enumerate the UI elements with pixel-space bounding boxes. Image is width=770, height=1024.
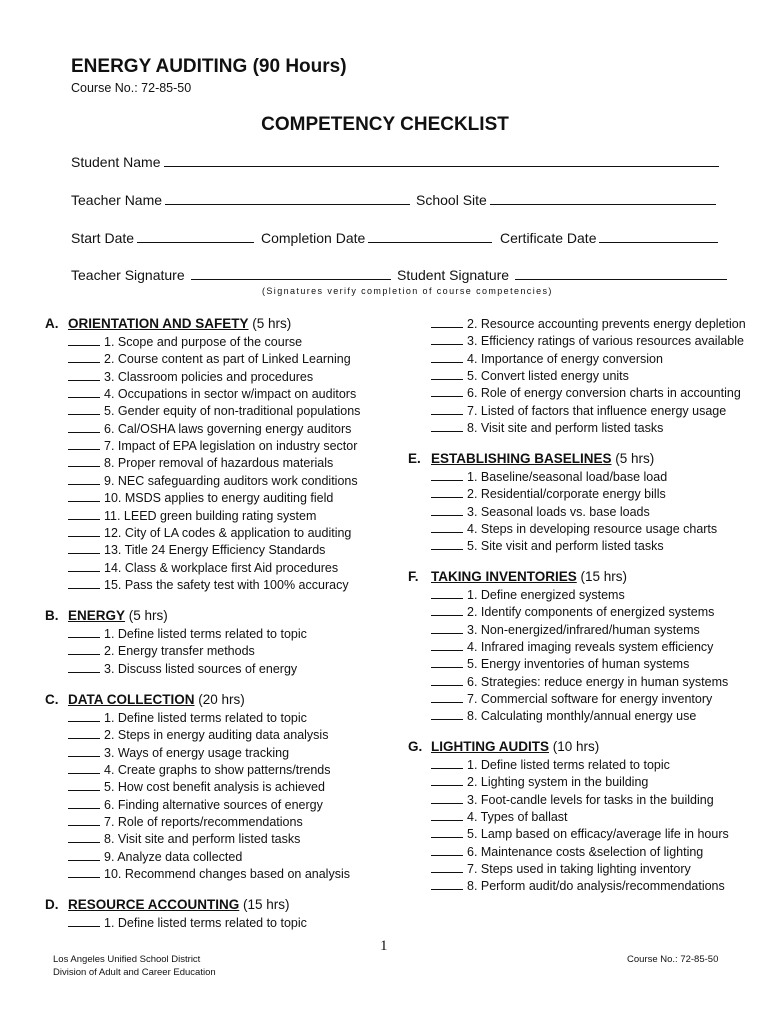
checkbox-blank[interactable]	[68, 849, 100, 861]
checkbox-blank[interactable]	[68, 577, 100, 589]
checklist-item[interactable]	[68, 455, 333, 470]
checkbox-blank[interactable]	[431, 792, 463, 804]
item-label: 7. Role of reports/recommendations	[104, 815, 303, 830]
checklist-item[interactable]	[68, 643, 255, 658]
checkbox-blank[interactable]	[431, 538, 463, 550]
section-hours: (15 hrs)	[243, 897, 290, 912]
checklist-item[interactable]	[431, 368, 629, 383]
checklist-item[interactable]	[68, 779, 325, 794]
checklist-item[interactable]	[68, 386, 356, 401]
student-name-label: Student Name	[71, 154, 161, 170]
checklist-item[interactable]	[68, 508, 316, 523]
item-label: 10. MSDS applies to energy auditing field	[104, 491, 334, 506]
section-name: LIGHTING AUDITS	[431, 739, 549, 754]
checkbox-blank[interactable]	[68, 727, 100, 739]
item-label: 1. Define listed terms related to topic	[104, 627, 307, 641]
item-label: 4. Types of ballast	[467, 810, 568, 825]
checklist-item[interactable]	[68, 438, 357, 453]
checkbox-blank[interactable]	[68, 831, 100, 843]
item-label: 4. Steps in developing resource usage charts	[467, 522, 718, 537]
section-heading-e	[408, 451, 654, 466]
section-letter: C.	[45, 692, 59, 707]
checkbox-blank[interactable]	[431, 757, 463, 769]
checklist-item[interactable]	[68, 814, 303, 829]
checklist-item[interactable]	[431, 486, 666, 501]
checkbox-blank[interactable]	[68, 473, 100, 485]
checklist-item[interactable]	[431, 622, 700, 637]
checkbox-blank[interactable]	[68, 643, 100, 655]
item-label: 5. Lamp based on efficacy/average life in hours	[467, 827, 729, 842]
checkbox-blank[interactable]	[68, 508, 100, 520]
item-label: 8. Calculating monthly/annual energy use	[467, 709, 697, 724]
section-hours: (5 hrs)	[252, 316, 292, 331]
checklist-item[interactable]	[68, 542, 325, 557]
completion-date-label: Completion Date	[261, 230, 366, 246]
section-heading-a	[45, 316, 291, 331]
checklist-item[interactable]	[68, 762, 331, 777]
checklist-item[interactable]	[68, 710, 307, 725]
section-name: DATA COLLECTION	[68, 692, 195, 707]
item-label: 2. Course content as part of Linked Learning	[104, 352, 351, 367]
item-label: 9. Analyze data collected	[104, 849, 243, 864]
checklist-item[interactable]	[431, 691, 712, 706]
item-label: 1. Define energized systems	[467, 588, 625, 602]
checkbox-blank[interactable]	[431, 385, 463, 397]
checkbox-blank[interactable]	[68, 745, 100, 757]
checkbox-blank[interactable]	[431, 656, 463, 668]
section-heading-g	[408, 739, 599, 754]
item-label: 1. Baseline/seasonal load/base load	[467, 470, 668, 484]
checkbox-blank[interactable]	[431, 708, 463, 720]
checkbox-blank[interactable]	[431, 351, 463, 363]
checklist-item[interactable]	[68, 797, 323, 812]
checklist-item[interactable]	[431, 674, 728, 689]
checkbox-blank[interactable]	[68, 334, 100, 346]
checkbox-blank[interactable]	[68, 421, 100, 433]
item-label: 7. Listed of factors that influence energy usage	[467, 403, 727, 418]
item-label: 7. Commercial software for energy inventory	[467, 692, 713, 707]
start-date-label: Start Date	[71, 230, 135, 246]
teacher-name-label: Teacher Name	[71, 192, 163, 208]
section-letter: G.	[408, 739, 423, 754]
section-hours: (5 hrs)	[128, 608, 168, 623]
checkbox-blank[interactable]	[68, 915, 100, 927]
checkbox-blank[interactable]	[68, 490, 100, 502]
section-name: ESTABLISHING BASELINES	[431, 451, 612, 466]
checkbox-blank[interactable]	[68, 351, 100, 363]
teacher-signature-label: Teacher Signature	[71, 267, 185, 283]
checkbox-blank[interactable]	[431, 333, 463, 345]
checklist-item[interactable]	[431, 639, 713, 654]
item-label: 4. Occupations in sector w/impact on auditors	[104, 387, 357, 402]
checklist-item[interactable]	[431, 809, 568, 824]
checkbox-blank[interactable]	[68, 403, 100, 415]
item-label: 1. Define listed terms related to topic	[467, 758, 670, 772]
section-name: RESOURCE ACCOUNTING	[68, 897, 240, 912]
checklist-item[interactable]	[68, 626, 307, 641]
item-label: 5. Site visit and perform listed tasks	[467, 539, 664, 554]
section-letter: B.	[45, 608, 59, 623]
item-label: 3. Seasonal loads vs. base loads	[467, 504, 650, 519]
section-name: ENERGY	[68, 608, 126, 623]
checkbox-blank[interactable]	[68, 866, 100, 878]
checkbox-blank[interactable]	[431, 639, 463, 651]
checklist-item[interactable]	[68, 849, 242, 864]
checkbox-blank[interactable]	[68, 386, 100, 398]
item-label: 13. Title 24 Energy Efficiency Standards	[104, 543, 326, 558]
checkbox-blank[interactable]	[431, 691, 463, 703]
item-label: 3. Efficiency ratings of various resources available	[467, 334, 744, 349]
certificate-date-field[interactable]	[500, 229, 718, 246]
checklist-item[interactable]	[431, 403, 726, 418]
student-signature-line	[515, 266, 727, 280]
checklist-item[interactable]	[431, 708, 696, 723]
school-site-field[interactable]	[416, 191, 716, 208]
item-label: 11. LEED green building rating system	[104, 508, 317, 523]
item-label: 3. Ways of energy usage tracking	[104, 745, 290, 760]
section-heading-d	[45, 897, 290, 912]
item-label: 12. City of LA codes & application to auditing	[104, 525, 352, 540]
checkbox-blank[interactable]	[431, 469, 463, 481]
section-heading-f	[408, 569, 627, 584]
checklist-item[interactable]	[68, 369, 313, 384]
section-hours: (5 hrs)	[615, 451, 655, 466]
course-number: Course No.: 72-85-50	[71, 81, 192, 95]
checklist-item[interactable]	[68, 351, 351, 366]
item-label: 15. Pass the safety test with 100% accuracy	[104, 577, 349, 592]
item-label: 8. Proper removal of hazardous materials	[104, 456, 334, 471]
checkbox-blank[interactable]	[68, 814, 100, 826]
checklist-item[interactable]	[431, 844, 703, 859]
checkbox-blank[interactable]	[68, 779, 100, 791]
checklist-heading: COMPETENCY CHECKLIST	[261, 114, 509, 135]
item-label: 4. Importance of energy conversion	[467, 351, 663, 366]
item-label: 6. Cal/OSHA laws governing energy auditors	[104, 421, 352, 436]
student-name-line	[164, 153, 719, 167]
student-signature-label: Student Signature	[397, 267, 510, 283]
item-label: 6. Strategies: reduce energy in human systems	[467, 674, 729, 689]
item-label: 1. Scope and purpose of the course	[104, 335, 303, 349]
checkbox-blank[interactable]	[431, 809, 463, 821]
teacher-name-line	[165, 191, 410, 205]
item-label: 14. Class & workplace first Aid procedures	[104, 560, 339, 575]
checklist-item[interactable]	[431, 504, 650, 519]
signature-note: (Signatures verify completion of course competencies)	[262, 286, 553, 296]
item-label: 4. Infrared imaging reveals system efficiency	[467, 640, 714, 655]
checkbox-blank[interactable]	[431, 861, 463, 873]
checklist-item[interactable]	[68, 403, 360, 418]
checklist-item[interactable]	[431, 757, 670, 772]
checklist-item[interactable]	[431, 826, 729, 841]
item-label: 3. Classroom policies and procedures	[104, 369, 314, 384]
checkbox-blank[interactable]	[431, 622, 463, 634]
start-date-line	[137, 229, 254, 243]
checklist-item[interactable]	[431, 316, 746, 331]
teacher-signature-line	[191, 266, 391, 280]
checkbox-blank[interactable]	[431, 420, 463, 432]
item-label: 7. Impact of EPA legislation on industry sector	[104, 439, 358, 454]
checklist-item[interactable]	[431, 420, 663, 435]
item-label: 8. Visit site and perform listed tasks	[467, 421, 664, 436]
checkbox-blank[interactable]	[431, 504, 463, 516]
student-signature-field[interactable]	[397, 266, 727, 283]
item-label: 5. Convert listed energy units	[467, 369, 629, 384]
item-label: 2. Residential/corporate energy bills	[467, 487, 666, 502]
section-letter: E.	[408, 451, 421, 466]
checklist-item[interactable]	[68, 490, 333, 505]
checkbox-blank[interactable]	[431, 604, 463, 616]
item-label: 5. How cost benefit analysis is achieved	[104, 780, 325, 795]
section-name: TAKING INVENTORIES	[431, 569, 577, 584]
checklist-item[interactable]	[68, 727, 328, 742]
item-label: 7. Steps used in taking lighting inventory	[467, 862, 691, 877]
section-hours: (20 hrs)	[198, 692, 245, 707]
checklist-item[interactable]	[431, 521, 717, 536]
checklist-item[interactable]	[431, 774, 648, 789]
checklist-item[interactable]	[431, 469, 667, 484]
item-label: 9. NEC safeguarding auditors work conditions	[104, 473, 358, 488]
checklist-item[interactable]	[431, 538, 664, 553]
section-heading-b	[45, 608, 168, 623]
school-site-label: School Site	[416, 192, 487, 208]
item-label: 5. Gender equity of non-traditional populations	[104, 404, 361, 419]
checkbox-blank[interactable]	[431, 521, 463, 533]
checkbox-blank[interactable]	[68, 438, 100, 450]
checklist-item[interactable]	[68, 577, 349, 592]
checkbox-blank[interactable]	[431, 368, 463, 380]
checklist-item[interactable]	[431, 878, 725, 893]
checklist-item[interactable]	[68, 831, 300, 846]
section-letter: D.	[45, 897, 59, 912]
checklist-item[interactable]	[431, 656, 689, 671]
item-label: 8. Visit site and perform listed tasks	[104, 832, 301, 847]
item-label: 1. Define listed terms related to topic	[104, 916, 307, 930]
checklist-item[interactable]	[68, 421, 351, 436]
checklist-item[interactable]	[68, 525, 351, 540]
checkbox-blank[interactable]	[68, 661, 100, 673]
checklist-item[interactable]	[431, 587, 625, 602]
checklist-item[interactable]	[68, 560, 338, 575]
checklist-item[interactable]	[431, 861, 691, 876]
checklist-item[interactable]	[68, 661, 297, 676]
item-label: 2. Identify components of energized systems	[467, 605, 715, 620]
item-label: 1. Define listed terms related to topic	[104, 711, 307, 725]
footer-division: Division of Adult and Career Education	[53, 967, 216, 978]
completion-date-field[interactable]	[261, 229, 492, 246]
checklist-item[interactable]	[431, 792, 714, 807]
item-label: 2. Steps in energy auditing data analysis	[104, 728, 329, 743]
section-heading-c	[45, 692, 245, 707]
item-label: 3. Discuss listed sources of energy	[104, 661, 298, 676]
section-name: ORIENTATION AND SAFETY	[68, 316, 249, 331]
checkbox-blank[interactable]	[431, 878, 463, 890]
item-label: 3. Foot-candle levels for tasks in the building	[467, 792, 714, 807]
section-letter: A.	[45, 316, 59, 331]
start-date-field[interactable]	[71, 229, 254, 246]
checklist-item[interactable]	[68, 473, 358, 488]
checkbox-blank[interactable]	[431, 486, 463, 498]
checklist-item[interactable]	[431, 385, 741, 400]
document-title: ENERGY AUDITING (90 Hours)	[71, 56, 347, 77]
certificate-date-label: Certificate Date	[500, 230, 597, 246]
footer-district: Los Angeles Unified School District	[53, 954, 201, 965]
item-label: 3. Non-energized/infrared/human systems	[467, 622, 700, 637]
checkbox-blank[interactable]	[68, 369, 100, 381]
checkbox-blank[interactable]	[68, 455, 100, 467]
checkbox-blank[interactable]	[431, 774, 463, 786]
page-number: 1	[380, 938, 388, 954]
item-label: 5. Energy inventories of human systems	[467, 657, 690, 672]
section-hours: (15 hrs)	[580, 569, 628, 584]
checkbox-blank[interactable]	[68, 525, 100, 537]
checklist-item[interactable]	[68, 745, 289, 760]
school-site-line	[490, 191, 716, 205]
section-letter: F.	[408, 569, 419, 584]
checkbox-blank[interactable]	[68, 560, 100, 572]
checkbox-blank[interactable]	[68, 542, 100, 554]
checkbox-blank[interactable]	[68, 710, 100, 722]
checklist-item[interactable]	[431, 604, 714, 619]
item-label: 6. Finding alternative sources of energy	[104, 797, 323, 812]
checkbox-blank[interactable]	[431, 826, 463, 838]
checkbox-blank[interactable]	[68, 626, 100, 638]
item-label: 2. Energy transfer methods	[104, 644, 255, 659]
item-label: 2. Resource accounting prevents energy depletion	[467, 317, 746, 331]
item-label: 4. Create graphs to show patterns/trends	[104, 763, 331, 778]
teacher-signature-field[interactable]	[71, 266, 391, 283]
item-label: 8. Perform audit/do analysis/recommendations	[467, 879, 725, 894]
teacher-name-field[interactable]	[71, 191, 410, 208]
checkbox-blank[interactable]	[68, 762, 100, 774]
section-hours: (10 hrs)	[552, 739, 600, 754]
checkbox-blank[interactable]	[431, 674, 463, 686]
checklist-item[interactable]	[68, 866, 350, 881]
checkbox-blank[interactable]	[431, 844, 463, 856]
checklist-item[interactable]	[68, 334, 302, 349]
checkbox-blank[interactable]	[431, 403, 463, 415]
checkbox-blank[interactable]	[431, 316, 463, 328]
item-label: 6. Maintenance costs &selection of lighting	[467, 844, 704, 859]
completion-date-line	[368, 229, 492, 243]
item-label: 10. Recommend changes based on analysis	[104, 867, 350, 882]
certificate-date-line	[599, 229, 718, 243]
checklist-item[interactable]	[431, 351, 663, 366]
footer-course-number: Course No.: 72-85-50	[627, 954, 719, 965]
checklist-item[interactable]	[431, 333, 744, 348]
item-label: 2. Lighting system in the building	[467, 775, 649, 790]
checkbox-blank[interactable]	[431, 587, 463, 599]
checkbox-blank[interactable]	[68, 797, 100, 809]
student-name-field[interactable]	[71, 153, 719, 170]
checklist-item[interactable]	[68, 915, 307, 930]
item-label: 6. Role of energy conversion charts in accounting	[467, 386, 741, 401]
